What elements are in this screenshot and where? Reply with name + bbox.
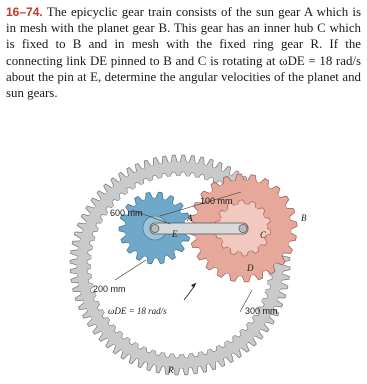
gear-train-diagram	[0, 140, 367, 379]
label-b: B	[301, 213, 307, 223]
problem-text: The epicyclic gear train consists of the sun gear A which is in mesh with the planet gear B. This gear has an inner hub C which is fixed to B and in mesh with the fixed ring gear R. If the connecting link DE pinned to B and C is rotating at ωDE = 18 rad/s about the pin at E, determine the angular velocities of the planet and sun gears.	[6, 5, 361, 101]
label-r: R	[168, 365, 174, 375]
label-a: A	[187, 213, 193, 223]
label-600mm: 600 mm	[110, 208, 143, 218]
label-e: E	[172, 229, 178, 239]
problem-statement	[6, 4, 361, 101]
label-100mm: 100 mm	[200, 196, 233, 206]
label-200mm: 200 mm	[93, 284, 126, 294]
link-de	[150, 223, 248, 234]
label-c: C	[260, 230, 267, 240]
label-omega: ωDE = 18 rad/s	[108, 306, 167, 316]
label-300mm: 300 mm	[245, 306, 278, 316]
label-d: D	[247, 263, 254, 273]
gear-train-figure	[0, 140, 367, 379]
problem-number: 16–74.	[6, 5, 43, 19]
